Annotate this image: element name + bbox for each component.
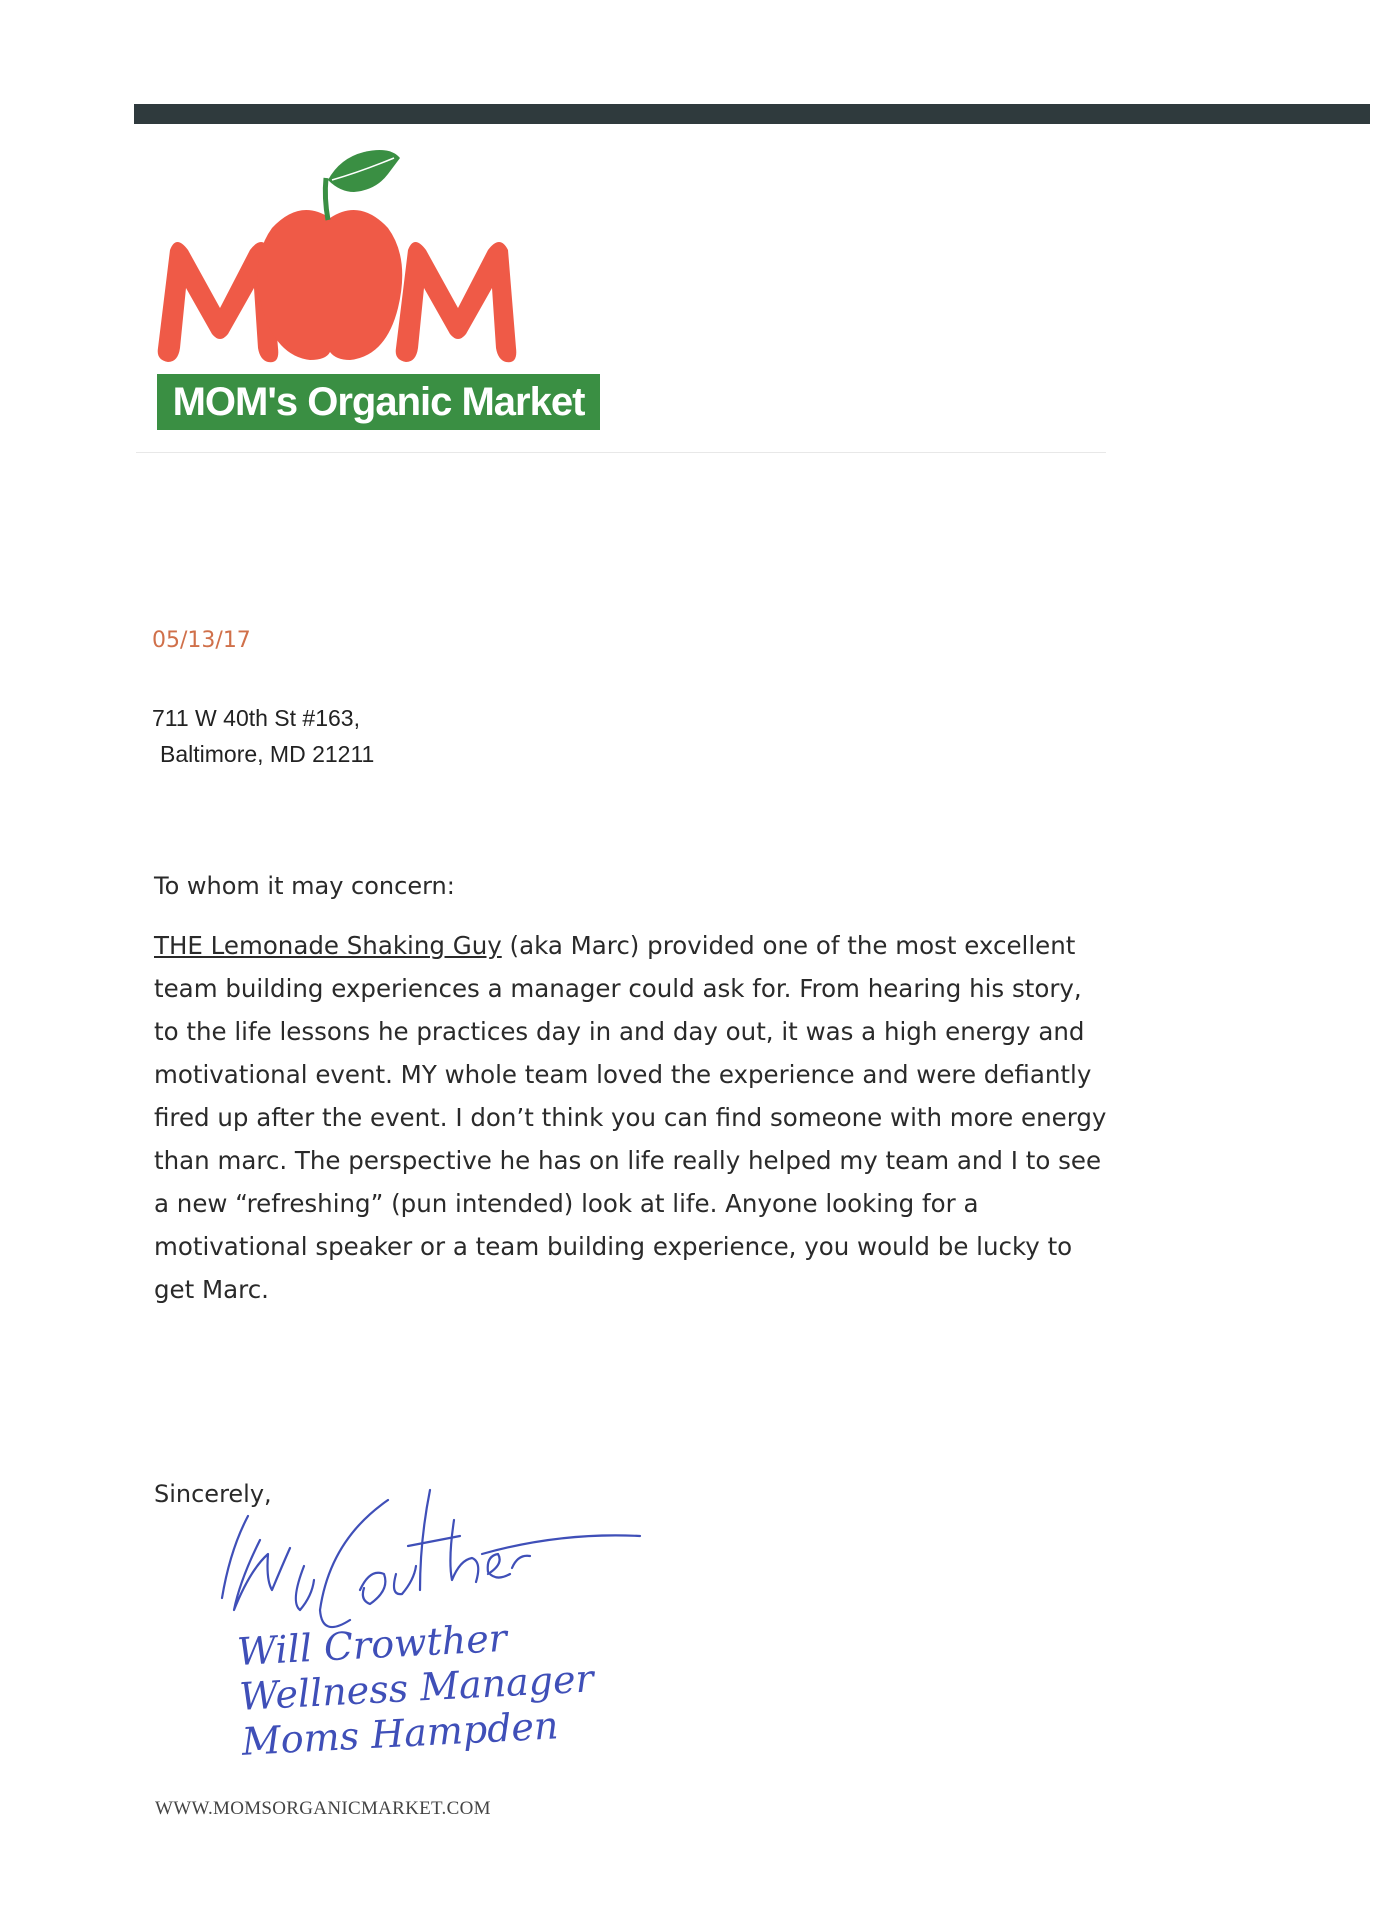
header-bar — [134, 104, 1370, 124]
letter-body — [154, 924, 1114, 1311]
address-block — [152, 700, 374, 772]
logo-tagline: MOM's Organic Market — [157, 374, 600, 430]
address-line-2: Baltimore, MD 21211 — [160, 741, 375, 767]
signature-store: Moms Hampden — [240, 1703, 560, 1764]
signature-title: Wellness Manager — [238, 1656, 595, 1719]
signature-details — [236, 1611, 597, 1764]
letter-body-text: (aka Marc) provided one of the most excellent team building experiences a manager could ask for. From hearing his story, to the life lessons he practices day in and day out, it was a high energy and motivational event. MY whole team loved the experience and were defiantly fired up after the event. I don’t think you can find someone with more energy than marc. The perspective he has on life really helped my team and I to see a new “refreshing” (pun intended) look at life. Anyone looking for a motivational speaker or a team building experience, you would be lucky to get Marc. — [154, 931, 1107, 1304]
signature-name: Will Crowther — [236, 1615, 508, 1674]
letter-closing: Sincerely, — [154, 1480, 272, 1508]
salutation: To whom it may concern: — [154, 872, 455, 900]
letter-date: 05/13/17 — [152, 628, 251, 653]
header-divider — [136, 452, 1106, 453]
address-line-1: 711 W 40th St #163, — [152, 705, 360, 731]
letter-body-lead: THE Lemonade Shaking Guy — [154, 931, 502, 960]
footer-website: WWW.MOMSORGANICMARKET.COM — [155, 1798, 491, 1819]
